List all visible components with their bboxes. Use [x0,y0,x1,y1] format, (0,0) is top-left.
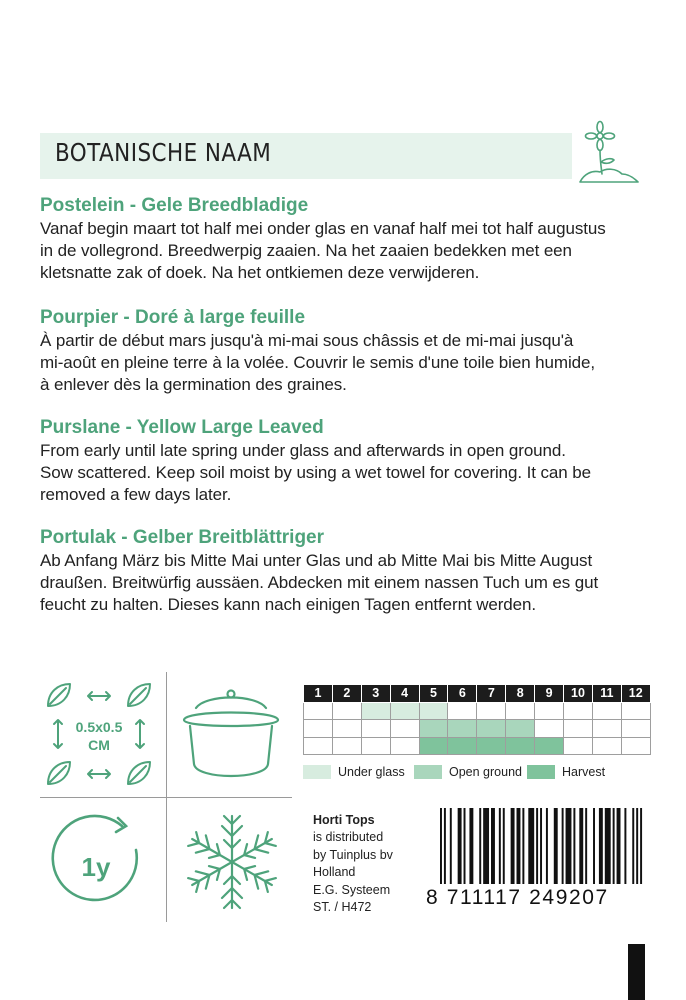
body-line: feucht zu halten. Dieses kann nach einigen Tagen entfernt werden. [40,594,536,614]
calendar-month: 8 [506,685,535,703]
calendar-cell [448,720,477,738]
calendar-month: 4 [390,685,419,703]
body-line: kletsnatte zak of doek. Na het ontkiemen deze verwijderen. [40,262,480,282]
calendar-cell [390,702,419,720]
calendar-month-row [304,685,651,703]
body-line: Sow scattered. Keep soil moist by using a wet towel for covering. It can be [40,462,591,482]
calendar-cell [564,720,593,738]
calendar-month: 7 [477,685,506,703]
body-line: Vanaf begin maart tot half mei onder glas en vanaf half mei tot half augustus [40,219,606,238]
legend-swatch [414,765,442,779]
calendar-cell [419,720,448,738]
section-english [40,416,650,505]
section-body [40,550,650,615]
calendar-cell [535,720,564,738]
legend-under-glass [303,764,405,780]
calendar-cell [332,720,361,738]
spacing-unit: CM [88,737,110,753]
barcode-digits: 8 711117 249207 [426,884,646,910]
print-mark [628,944,645,1000]
calendar-cell [592,737,621,755]
calendar-month: 11 [592,685,621,703]
calendar-cell [304,737,333,755]
legend-swatch [303,765,331,779]
calendar-cell [304,702,333,720]
calendar-cell [535,737,564,755]
section-body [40,440,650,505]
distributor-line: is distributed [313,830,384,845]
calendar-cell [506,737,535,755]
calendar-cell [361,737,390,755]
calendar-cell [564,702,593,720]
calendar-cell [621,720,650,738]
calendar-row-harvest [304,737,651,755]
calendar-month: 9 [535,685,564,703]
section-german [40,526,650,615]
calendar-cell [304,720,333,738]
calendar-cell [332,702,361,720]
brand-name: Horti Tops [313,813,375,827]
calendar-month: 6 [448,685,477,703]
calendar-cell [592,702,621,720]
calendar-cell [419,702,448,720]
section-title: Portulak - Gelber Breitblättriger [40,527,325,548]
calendar-cell [419,737,448,755]
calendar-cell [477,720,506,738]
body-line: removed a few days later. [40,484,232,504]
calendar-cell [506,720,535,738]
calendar-month: 10 [564,685,593,703]
calendar-cell [332,737,361,755]
body-line: in de vollegrond. Breedwerpig zaaien. Na het zaaien bedekken met een [40,240,572,260]
body-line: draußen. Breitwürfig aussäen. Abdecken mit einem nassen Tuch um es gut [40,572,599,592]
calendar-row-open-ground [304,720,651,738]
spacing-value: 0.5x0.5 [75,719,123,735]
page-title: BOTANISCHE NAAM [55,138,272,167]
calendar-month: 1 [304,685,333,703]
section-title: Postelein - Gele Breedbladige [40,195,309,216]
pot-icon [176,680,286,790]
section-title: Pourpier - Doré à large feuille [40,307,306,328]
legend-swatch [527,765,555,779]
section-title: Purslane - Yellow Large Leaved [40,417,324,438]
sowing-calendar [303,684,651,755]
calendar-month: 12 [621,685,650,703]
calendar-cell [477,737,506,755]
section-body [40,218,650,283]
calendar-cell [621,702,650,720]
body-line: à enlever dès la germination des graines. [40,374,347,394]
section-french [40,306,650,395]
distributor-line: E.G. Systeem [313,882,391,897]
distributor-info [313,812,393,916]
distributor-line: ST. / H472 [313,900,372,915]
body-line: Ab Anfang März bis Mitte Mai unter Glas und ab Mitte Mai bis Mitte August [40,551,593,570]
icon-grid-divider-v [166,672,167,922]
calendar-cell [390,737,419,755]
legend-open-ground [414,764,522,780]
distributor-line: by Tuinplus bv [313,847,393,862]
snowflake-icon [180,810,284,914]
legend-label: Under glass [338,765,405,779]
legend-label: Open ground [449,765,522,779]
calendar-row-under-glass [304,702,651,720]
distributor-line: Holland [313,865,356,880]
seedling-icon [574,118,646,190]
calendar-cell [535,702,564,720]
calendar-cell [592,720,621,738]
legend-label: Harvest [562,765,606,779]
body-line: À partir de début mars jusqu'à mi-mai sous châssis et de mi-mai jusqu'à [40,331,574,350]
section-body [40,330,650,395]
calendar-month: 3 [361,685,390,703]
calendar-cell [506,702,535,720]
calendar-cell [564,737,593,755]
calendar-cell [448,702,477,720]
calendar-cell [477,702,506,720]
calendar-month: 2 [332,685,361,703]
calendar-cell [621,737,650,755]
body-line: mi-août en pleine terre à la volée. Couvrir le semis d'une toile bien humide, [40,352,595,372]
calendar-cell [361,720,390,738]
calendar-cell [390,720,419,738]
lifespan-icon [40,808,160,920]
section-dutch [40,194,650,283]
calendar-month: 5 [419,685,448,703]
body-line: From early until late spring under glass and afterwards in open ground. [40,441,566,460]
lifespan-value: 1y [81,852,111,882]
calendar-cell [448,737,477,755]
plant-spacing-icon [40,676,158,794]
legend-harvest [527,764,605,780]
calendar-cell [361,702,390,720]
